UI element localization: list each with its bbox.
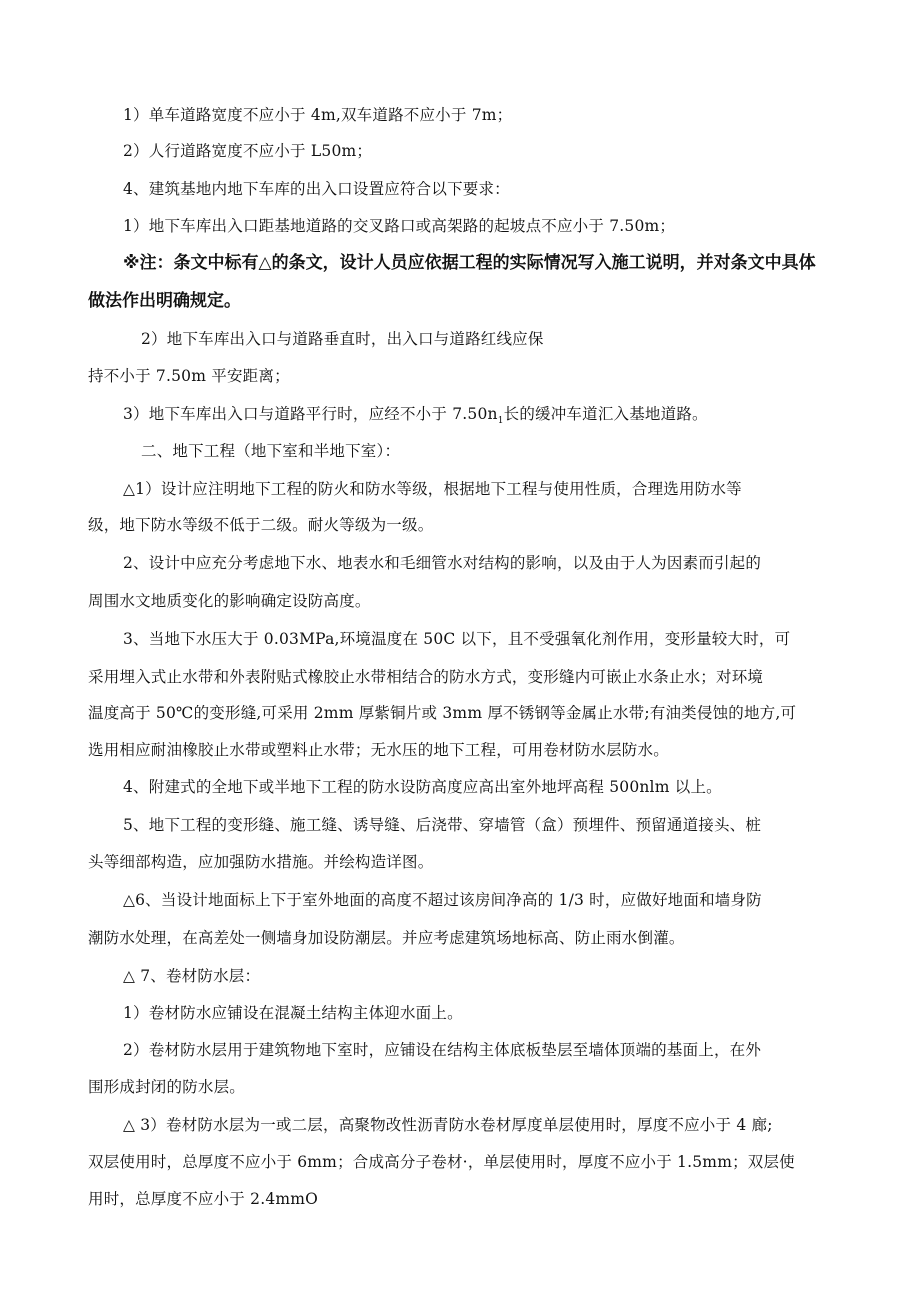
text-line: △ 3）卷材防水层为一或二层，高聚物改性沥青防水卷材厚度单层使用时，厚度不应小于 4 廊; <box>123 1116 773 1134</box>
text-line: △ 7、卷材防水层： <box>123 967 261 985</box>
text-line: 1）地下车库出入口距基地道路的交叉路口或高架路的起坡点不应小于 7.50m； <box>123 217 676 235</box>
text-line: 周围水文地质变化的影响确定设防高度。 <box>88 592 371 610</box>
text-line: 双层使用时，总厚度不应小于 6mm；合成高分子卷材·，单层使用时，厚度不应小于 1.5mm；双层使 <box>88 1153 795 1171</box>
text-line: 5、地下工程的变形缝、施工缝、诱导缝、后浇带、穿墙管（盒）预埋件、预留通道接头、桩 <box>123 816 762 834</box>
section-heading: 二、地下工程（地下室和半地下室）： <box>141 442 401 460</box>
text-line: 温度高于 50℃的变形缝,可采用 2mm 厚紫铜片或 3mm 厚不锈钢等金属止水带;有油类侵蚀的地方,可 <box>88 704 797 722</box>
text-line: 持不小于 7.50m 平安距离； <box>88 367 290 385</box>
text-line: 潮防水处理，在高差处一侧墙身加设防潮层。并应考虑建筑场地标高、防止雨水倒灌。 <box>88 929 685 947</box>
text-segment: 3）地下车库出入口与道路平行时，应经不小于 7.50n <box>123 405 498 423</box>
text-line: 用时，总厚度不应小于 2.4mmO <box>88 1190 319 1208</box>
text-line: 2、设计中应充分考虑地下水、地表水和毛细管水对结构的影响，以及由于人为因素而引起的 <box>123 554 762 572</box>
text-line: 2）卷材防水层用于建筑物地下室时，应铺设在结构主体底板垫层至墙体顶端的基面上，在外 <box>123 1041 762 1059</box>
text-line: 1）单车道路宽度不应小于 4m,双车道路不应小于 7m； <box>123 106 513 124</box>
subscript: 1 <box>497 416 504 427</box>
text-segment: 长的缓冲车道汇入基地道路。 <box>503 405 708 423</box>
text-line: 级，地下防水等级不低于二级。耐火等级为一级。 <box>88 516 434 534</box>
text-line: 4、附建式的全地下或半地下工程的防水设防高度应高出室外地坪高程 500nlm 以上。 <box>123 778 722 796</box>
text-line: 2）地下车库出入口与道路垂直时，出入口与道路红线应保 <box>141 330 544 348</box>
text-line: 3、当地下水压大于 0.03MPa,环境温度在 50C 以下，且不受强氧化剂作用，变形量较大时，可 <box>123 630 791 648</box>
text-line: △1）设计应注明地下工程的防火和防水等级，根据地下工程与使用性质，合理选用防水等 <box>123 480 742 498</box>
text-line: 2）人行道路宽度不应小于 L50m； <box>123 142 373 160</box>
text-line: 4、建筑基地内地下车库的出入口设置应符合以下要求： <box>123 180 510 198</box>
text-line: 围形成封闭的防水层。 <box>88 1078 246 1096</box>
note-line: ※注：条文中标有△的条文，设计人员应依据工程的实际情况写入施工说明，并对条文中具体 <box>123 253 816 273</box>
text-line: 1）卷材防水应铺设在混凝土结构主体迎水面上。 <box>123 1004 463 1022</box>
note-line: 做法作出明确规定。 <box>88 291 241 311</box>
text-line: 采用埋入式止水带和外表附贴式橡胶止水带相结合的防水方式，变形缝内可嵌止水条止水；对环境 <box>88 668 764 686</box>
text-line: 头等细部构造，应加强防水措施。并绘构造详图。 <box>88 853 434 871</box>
text-line: △6、当设计地面标上下于室外地面的高度不超过该房间净高的 1/3 时，应做好地面和墙身防 <box>123 891 762 909</box>
text-line <box>123 404 708 431</box>
text-line: 选用相应耐油橡胶止水带或塑料止水带；无水压的地下工程，可用卷材防水层防水。 <box>88 741 669 759</box>
